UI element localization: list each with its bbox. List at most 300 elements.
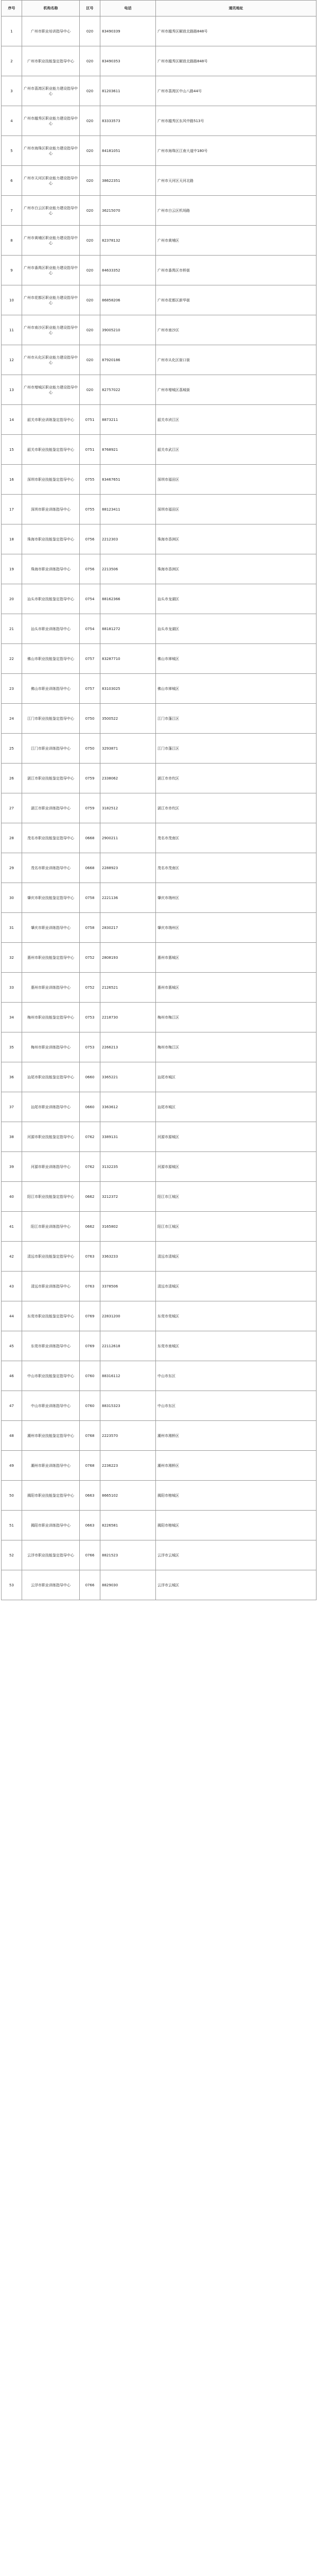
row-index: 41 — [2, 1212, 22, 1242]
phone-number: 22112618 — [100, 1331, 156, 1361]
mailing-address: 河源市源城区 — [156, 1152, 316, 1182]
phone-number: 2288923 — [100, 853, 156, 883]
area-code: 0757 — [80, 644, 100, 674]
row-index: 39 — [2, 1152, 22, 1182]
phone-number: 3132235 — [100, 1152, 156, 1182]
phone-number: 3500522 — [100, 704, 156, 734]
phone-number: 81203611 — [100, 76, 156, 106]
phone-number: 87920186 — [100, 345, 156, 375]
institution-name: 河源市职业训练指导中心 — [22, 1152, 80, 1182]
mailing-address: 汕头市龙湖区 — [156, 584, 316, 614]
mailing-address: 佛山市禅城区 — [156, 674, 316, 704]
table-row — [2, 614, 316, 644]
table-row — [2, 823, 316, 853]
phone-number: 8821523 — [100, 1540, 156, 1570]
phone-number: 84633352 — [100, 256, 156, 285]
mailing-address: 云浮市云城区 — [156, 1570, 316, 1600]
table-row — [2, 734, 316, 764]
row-index: 29 — [2, 853, 22, 883]
table-row — [2, 226, 316, 256]
row-index: 19 — [2, 554, 22, 584]
institution-name: 湛江市职业训练指导中心 — [22, 793, 80, 823]
phone-number: 2126521 — [100, 973, 156, 1003]
table-row — [2, 405, 316, 435]
table-row — [2, 943, 316, 973]
table-row — [2, 1152, 316, 1182]
area-code: 0751 — [80, 435, 100, 465]
phone-number: 2266213 — [100, 1032, 156, 1062]
institution-name: 广州市花都区职业能力建设指导中心 — [22, 285, 80, 315]
institution-name: 汕尾市职业训练指导中心 — [22, 1092, 80, 1122]
mailing-address: 韶关市浈江区 — [156, 405, 316, 435]
row-index: 34 — [2, 1003, 22, 1032]
row-index: 18 — [2, 524, 22, 554]
institution-name: 汕头市职业技能鉴定指导中心 — [22, 584, 80, 614]
institution-name: 江门市职业技能鉴定指导中心 — [22, 704, 80, 734]
header-name: 机构名称 — [22, 1, 80, 16]
institution-name: 潮州市职业技能鉴定指导中心 — [22, 1421, 80, 1451]
row-index: 47 — [2, 1391, 22, 1421]
mailing-address: 清远市清城区 — [156, 1242, 316, 1272]
row-index: 1 — [2, 16, 22, 46]
mailing-address: 茂名市茂南区 — [156, 853, 316, 883]
area-code: 020 — [80, 315, 100, 345]
institution-name: 云浮市职业技能鉴定指导中心 — [22, 1540, 80, 1570]
area-code: 0756 — [80, 524, 100, 554]
phone-number: 3378506 — [100, 1272, 156, 1301]
mailing-address: 广州市越秀区解放北路路848号 — [156, 46, 316, 76]
mailing-address: 江门市蓬江区 — [156, 704, 316, 734]
table-row — [2, 1570, 316, 1600]
area-code: 0759 — [80, 793, 100, 823]
institution-name: 广州市天河区职业能力建设指导中心 — [22, 166, 80, 196]
area-code: 0668 — [80, 853, 100, 883]
area-code: 0756 — [80, 554, 100, 584]
table-row — [2, 1331, 316, 1361]
mailing-address: 广州市南沙区 — [156, 315, 316, 345]
institution-name: 湛江市职业技能鉴定指导中心 — [22, 764, 80, 793]
phone-number: 84181051 — [100, 136, 156, 166]
mailing-address: 东莞市南城区 — [156, 1331, 316, 1361]
institution-name: 珠海市职业技能鉴定指导中心 — [22, 524, 80, 554]
table-row — [2, 704, 316, 734]
table-row — [2, 1032, 316, 1062]
mailing-address: 肇庆市端州区 — [156, 913, 316, 943]
mailing-address: 佛山市禅城区 — [156, 644, 316, 674]
phone-number: 2213506 — [100, 554, 156, 584]
row-index: 9 — [2, 256, 22, 285]
institution-name: 东莞市职业技能鉴定指导中心 — [22, 1301, 80, 1331]
table-row — [2, 285, 316, 315]
area-code: 0763 — [80, 1272, 100, 1301]
area-code: 020 — [80, 196, 100, 226]
row-index: 46 — [2, 1361, 22, 1391]
mailing-address: 清远市清城区 — [156, 1272, 316, 1301]
phone-number: 3363233 — [100, 1242, 156, 1272]
institution-name: 阳江市职业训练指导中心 — [22, 1212, 80, 1242]
institution-name: 广州市增城区职业能力建设指导中心 — [22, 375, 80, 405]
table-row — [2, 1062, 316, 1092]
phone-number: 2808193 — [100, 943, 156, 973]
row-index: 33 — [2, 973, 22, 1003]
table-row — [2, 1242, 316, 1272]
institution-table — [1, 0, 316, 1600]
area-code: 020 — [80, 76, 100, 106]
institution-name: 揭阳市职业训练指导中心 — [22, 1511, 80, 1540]
phone-number: 82757022 — [100, 375, 156, 405]
area-code: 0662 — [80, 1182, 100, 1212]
mailing-address: 汕尾市城区 — [156, 1092, 316, 1122]
table-row — [2, 584, 316, 614]
table-row — [2, 16, 316, 46]
institution-name: 佛山市职业技能鉴定指导中心 — [22, 644, 80, 674]
table-row — [2, 1272, 316, 1301]
mailing-address: 肇庆市端州区 — [156, 883, 316, 913]
phone-number: 2338062 — [100, 764, 156, 793]
row-index: 21 — [2, 614, 22, 644]
table-row — [2, 315, 316, 345]
area-code: 0663 — [80, 1481, 100, 1511]
area-code: 0768 — [80, 1451, 100, 1481]
area-code: 020 — [80, 46, 100, 76]
header-address: 通讯地址 — [156, 1, 316, 16]
institution-name: 江门市职业训练指导中心 — [22, 734, 80, 764]
mailing-address: 广州市花都区新华街 — [156, 285, 316, 315]
table-row — [2, 764, 316, 793]
mailing-address: 云浮市云城区 — [156, 1540, 316, 1570]
row-index: 20 — [2, 584, 22, 614]
mailing-address: 广州市从化区街口街 — [156, 345, 316, 375]
institution-name: 深圳市职业训练指导中心 — [22, 495, 80, 524]
area-code: 0663 — [80, 1511, 100, 1540]
area-code: 020 — [80, 16, 100, 46]
phone-number: 83103025 — [100, 674, 156, 704]
institution-name: 广州市荔湾区职业能力建设指导中心 — [22, 76, 80, 106]
row-index: 44 — [2, 1301, 22, 1331]
row-index: 25 — [2, 734, 22, 764]
row-index: 50 — [2, 1481, 22, 1511]
row-index: 14 — [2, 405, 22, 435]
area-code: 0768 — [80, 1421, 100, 1451]
row-index: 15 — [2, 435, 22, 465]
area-code: 020 — [80, 106, 100, 136]
mailing-address: 深圳市福田区 — [156, 465, 316, 495]
phone-number: 2223570 — [100, 1421, 156, 1451]
table-row — [2, 106, 316, 136]
table-row — [2, 1301, 316, 1331]
row-index: 37 — [2, 1092, 22, 1122]
row-index: 42 — [2, 1242, 22, 1272]
table-row — [2, 674, 316, 704]
institution-name: 东莞市职业训练指导中心 — [22, 1331, 80, 1361]
area-code: 020 — [80, 285, 100, 315]
institution-name: 潮州市职业训练指导中心 — [22, 1451, 80, 1481]
mailing-address: 东莞市莞城区 — [156, 1301, 316, 1331]
row-index: 26 — [2, 764, 22, 793]
mailing-address: 广州市番禺区市桥街 — [156, 256, 316, 285]
mailing-address: 深圳市福田区 — [156, 495, 316, 524]
institution-name: 梅州市职业技能鉴定指导中心 — [22, 1003, 80, 1032]
table-row — [2, 495, 316, 524]
institution-name: 广州市职业培训指导中心 — [22, 16, 80, 46]
table-row — [2, 136, 316, 166]
table-row — [2, 46, 316, 76]
phone-number: 39005210 — [100, 315, 156, 345]
table-row — [2, 1361, 316, 1391]
institution-name: 广州市南沙区职业能力建设指导中心 — [22, 315, 80, 345]
institution-name: 广州市黄埔区职业能力建设指导中心 — [22, 226, 80, 256]
table-row — [2, 1511, 316, 1540]
mailing-address: 汕头市龙湖区 — [156, 614, 316, 644]
mailing-address: 中山市东区 — [156, 1391, 316, 1421]
row-index: 31 — [2, 913, 22, 943]
phone-number: 8873211 — [100, 405, 156, 435]
institution-name: 中山市职业训练指导中心 — [22, 1391, 80, 1421]
phone-number: 8226581 — [100, 1511, 156, 1540]
table-row — [2, 1003, 316, 1032]
area-code: 0766 — [80, 1570, 100, 1600]
phone-number: 2212303 — [100, 524, 156, 554]
phone-number: 8768921 — [100, 435, 156, 465]
mailing-address: 韶关市武江区 — [156, 435, 316, 465]
row-index: 51 — [2, 1511, 22, 1540]
mailing-address: 珠海市香洲区 — [156, 524, 316, 554]
phone-number: 8665102 — [100, 1481, 156, 1511]
phone-number: 88181272 — [100, 614, 156, 644]
institution-name: 珠海市职业训练指导中心 — [22, 554, 80, 584]
phone-number: 86858206 — [100, 285, 156, 315]
area-code: 020 — [80, 256, 100, 285]
row-index: 5 — [2, 136, 22, 166]
mailing-address: 广州市越秀区东风中路513号 — [156, 106, 316, 136]
area-code: 0668 — [80, 823, 100, 853]
area-code: 0751 — [80, 405, 100, 435]
area-code: 0754 — [80, 584, 100, 614]
area-code: 020 — [80, 375, 100, 405]
mailing-address: 潮州市湘桥区 — [156, 1421, 316, 1451]
table-header — [2, 1, 316, 16]
mailing-address: 江门市蓬江区 — [156, 734, 316, 764]
phone-number: 83287710 — [100, 644, 156, 674]
institution-name: 茂名市职业技能鉴定指导中心 — [22, 823, 80, 853]
table-row — [2, 1421, 316, 1451]
phone-number: 88315323 — [100, 1391, 156, 1421]
institution-name: 广州市越秀区职业能力建设指导中心 — [22, 106, 80, 136]
area-code: 020 — [80, 136, 100, 166]
phone-number: 3212372 — [100, 1182, 156, 1212]
mailing-address: 广州市天河区天河北路 — [156, 166, 316, 196]
table-row — [2, 913, 316, 943]
table-row — [2, 465, 316, 495]
row-index: 12 — [2, 345, 22, 375]
mailing-address: 阳江市江城区 — [156, 1212, 316, 1242]
institution-name: 清远市职业技能鉴定指导中心 — [22, 1242, 80, 1272]
table-row — [2, 554, 316, 584]
header-area-code: 区号 — [80, 1, 100, 16]
row-index: 27 — [2, 793, 22, 823]
mailing-address: 广州市海珠区江南大道中180号 — [156, 136, 316, 166]
row-index: 38 — [2, 1122, 22, 1152]
row-index: 24 — [2, 704, 22, 734]
area-code: 0762 — [80, 1122, 100, 1152]
mailing-address: 湛江市赤坎区 — [156, 793, 316, 823]
institution-name: 韶关市职业技能鉴定指导中心 — [22, 435, 80, 465]
table-row — [2, 1212, 316, 1242]
row-index: 7 — [2, 196, 22, 226]
institution-name: 佛山市职业训练指导中心 — [22, 674, 80, 704]
phone-number: 83490339 — [100, 16, 156, 46]
table-row — [2, 1540, 316, 1570]
phone-number: 3363612 — [100, 1092, 156, 1122]
row-index: 40 — [2, 1182, 22, 1212]
area-code: 0660 — [80, 1062, 100, 1092]
table-row — [2, 524, 316, 554]
area-code: 0752 — [80, 943, 100, 973]
phone-number: 88162366 — [100, 584, 156, 614]
table-row — [2, 76, 316, 106]
mailing-address: 揭阳市榕城区 — [156, 1481, 316, 1511]
row-index: 10 — [2, 285, 22, 315]
phone-number: 38622351 — [100, 166, 156, 196]
mailing-address: 珠海市香洲区 — [156, 554, 316, 584]
area-code: 0760 — [80, 1361, 100, 1391]
mailing-address: 河源市源城区 — [156, 1122, 316, 1152]
table-row — [2, 1391, 316, 1421]
area-code: 0758 — [80, 883, 100, 913]
row-index: 22 — [2, 644, 22, 674]
institution-name: 广州市职业技能鉴定指导中心 — [22, 46, 80, 76]
institution-name: 广州市海珠区职业能力建设指导中心 — [22, 136, 80, 166]
area-code: 0755 — [80, 465, 100, 495]
institution-name: 广州市白云区职业能力建设指导中心 — [22, 196, 80, 226]
institution-name: 惠州市职业训练指导中心 — [22, 973, 80, 1003]
phone-number: 2236223 — [100, 1451, 156, 1481]
area-code: 0750 — [80, 734, 100, 764]
area-code: 0759 — [80, 764, 100, 793]
phone-number: 2830217 — [100, 913, 156, 943]
row-index: 13 — [2, 375, 22, 405]
document-sheet — [1, 0, 316, 1600]
row-index: 48 — [2, 1421, 22, 1451]
table-row — [2, 973, 316, 1003]
institution-name: 惠州市职业技能鉴定指导中心 — [22, 943, 80, 973]
area-code: 0753 — [80, 1032, 100, 1062]
phone-number: 83333573 — [100, 106, 156, 136]
institution-name: 茂名市职业训练指导中心 — [22, 853, 80, 883]
area-code: 0758 — [80, 913, 100, 943]
mailing-address: 潮州市湘桥区 — [156, 1451, 316, 1481]
institution-name: 肇庆市职业训练指导中心 — [22, 913, 80, 943]
institution-name: 深圳市职业技能鉴定指导中心 — [22, 465, 80, 495]
mailing-address: 广州市荔湾区中山八路44号 — [156, 76, 316, 106]
institution-name: 阳江市职业技能鉴定指导中心 — [22, 1182, 80, 1212]
phone-number: 3165802 — [100, 1212, 156, 1242]
table-row — [2, 793, 316, 823]
area-code: 0755 — [80, 495, 100, 524]
row-index: 43 — [2, 1272, 22, 1301]
phone-number: 22831200 — [100, 1301, 156, 1331]
area-code: 020 — [80, 345, 100, 375]
area-code: 0754 — [80, 614, 100, 644]
area-code: 0769 — [80, 1301, 100, 1331]
mailing-address: 梅州市梅江区 — [156, 1032, 316, 1062]
phone-number: 36215070 — [100, 196, 156, 226]
row-index: 49 — [2, 1451, 22, 1481]
table-row — [2, 853, 316, 883]
phone-number: 2221136 — [100, 883, 156, 913]
row-index: 45 — [2, 1331, 22, 1361]
institution-name: 揭阳市职业技能鉴定指导中心 — [22, 1481, 80, 1511]
mailing-address: 惠州市惠城区 — [156, 943, 316, 973]
phone-number: 3293871 — [100, 734, 156, 764]
table-row — [2, 345, 316, 375]
row-index: 23 — [2, 674, 22, 704]
area-code: 0753 — [80, 1003, 100, 1032]
row-index: 16 — [2, 465, 22, 495]
area-code: 020 — [80, 166, 100, 196]
row-index: 11 — [2, 315, 22, 345]
mailing-address: 梅州市梅江区 — [156, 1003, 316, 1032]
institution-name: 汕尾市职业技能鉴定指导中心 — [22, 1062, 80, 1092]
phone-number: 3389131 — [100, 1122, 156, 1152]
row-index: 32 — [2, 943, 22, 973]
table-row — [2, 883, 316, 913]
mailing-address: 汕尾市城区 — [156, 1062, 316, 1092]
area-code: 0750 — [80, 704, 100, 734]
row-index: 8 — [2, 226, 22, 256]
institution-name: 河源市职业技能鉴定指导中心 — [22, 1122, 80, 1152]
mailing-address: 揭阳市榕城区 — [156, 1511, 316, 1540]
header-index: 序号 — [2, 1, 22, 16]
row-index: 53 — [2, 1570, 22, 1600]
row-index: 17 — [2, 495, 22, 524]
row-index: 3 — [2, 76, 22, 106]
phone-number: 83490353 — [100, 46, 156, 76]
area-code: 0662 — [80, 1212, 100, 1242]
mailing-address: 广州市白云区机场路 — [156, 196, 316, 226]
mailing-address: 广州市越秀区解放北路路848号 — [156, 16, 316, 46]
phone-number: 2218730 — [100, 1003, 156, 1032]
table-row — [2, 644, 316, 674]
table-row — [2, 1122, 316, 1152]
institution-name: 清远市职业训练指导中心 — [22, 1272, 80, 1301]
row-index: 36 — [2, 1062, 22, 1092]
row-index: 4 — [2, 106, 22, 136]
header-phone: 电话 — [100, 1, 156, 16]
table-row — [2, 166, 316, 196]
institution-name: 广州市番禺区职业能力建设指导中心 — [22, 256, 80, 285]
mailing-address: 广州市增城区荔城街 — [156, 375, 316, 405]
row-index: 6 — [2, 166, 22, 196]
area-code: 0752 — [80, 973, 100, 1003]
institution-name: 肇庆市职业技能鉴定指导中心 — [22, 883, 80, 913]
phone-number: 88316112 — [100, 1361, 156, 1391]
phone-number: 8829030 — [100, 1570, 156, 1600]
mailing-address: 湛江市赤坎区 — [156, 764, 316, 793]
phone-number: 88123411 — [100, 495, 156, 524]
table-row — [2, 1481, 316, 1511]
area-code: 0766 — [80, 1540, 100, 1570]
phone-number: 2900211 — [100, 823, 156, 853]
phone-number: 83467651 — [100, 465, 156, 495]
row-index: 30 — [2, 883, 22, 913]
row-index: 28 — [2, 823, 22, 853]
area-code: 020 — [80, 226, 100, 256]
area-code: 0762 — [80, 1152, 100, 1182]
table-row — [2, 1092, 316, 1122]
table-body — [2, 16, 316, 1600]
table-row — [2, 196, 316, 226]
